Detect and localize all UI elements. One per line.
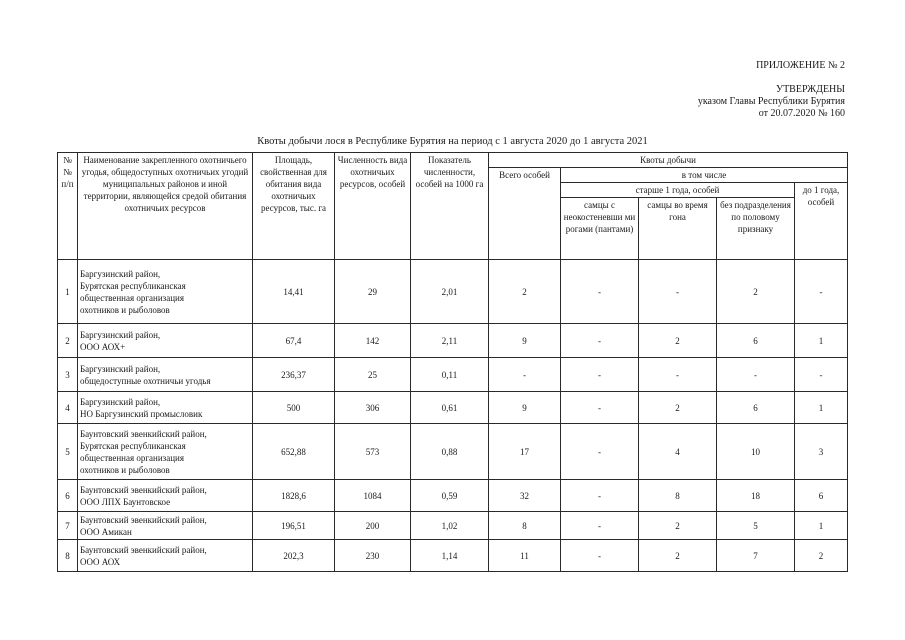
row-males-antlers: - <box>561 358 639 392</box>
row-name <box>78 324 253 358</box>
row-name-line: Баунтовский эвенкийский район, <box>80 428 207 439</box>
row-name <box>78 512 253 540</box>
row-males-rut: 2 <box>639 324 717 358</box>
approval-line-3: от 20.07.2020 № 160 <box>758 108 845 119</box>
approval-block <box>698 84 845 120</box>
row-name-line: Баргузинский район, <box>80 396 161 407</box>
row-total: 32 <box>489 480 561 512</box>
row-name-line: ООО Амикан <box>80 526 132 537</box>
row-area: 67,4 <box>253 324 335 358</box>
header-older: старше 1 года, особей <box>561 183 795 198</box>
table-row <box>58 358 848 392</box>
row-males-antlers: - <box>561 540 639 572</box>
header-males-antlers: самцы с неокостеневши ми рогами (пантами) <box>561 198 639 260</box>
row-name <box>78 358 253 392</box>
row-name-line: ООО АОХ+ <box>80 341 126 352</box>
row-num: 5 <box>58 424 78 480</box>
row-num: 2 <box>58 324 78 358</box>
row-name-line: охотников и рыболовов <box>80 464 170 475</box>
header-count: Численность вида охотничьих ресурсов, особей <box>335 153 411 260</box>
row-no-sex: 10 <box>717 424 795 480</box>
row-males-antlers: - <box>561 324 639 358</box>
approval-line-2: указом Главы Республики Бурятия <box>697 96 845 107</box>
header-under1: до 1 года, особей <box>795 183 848 260</box>
row-count: 1084 <box>335 480 411 512</box>
row-males-antlers: - <box>561 392 639 424</box>
header-total: Всего особей <box>489 168 561 260</box>
row-num: 8 <box>58 540 78 572</box>
header-area: Площадь, свойственная для обитания вида охотничьих ресурсов, тыс. га <box>253 153 335 260</box>
row-name-line: Бурятская республиканская <box>80 440 186 451</box>
row-name <box>78 480 253 512</box>
row-males-antlers: - <box>561 480 639 512</box>
table-row <box>58 540 848 572</box>
row-no-sex: 18 <box>717 480 795 512</box>
row-under1: 1 <box>795 324 848 358</box>
row-num: 3 <box>58 358 78 392</box>
row-count: 230 <box>335 540 411 572</box>
row-name <box>78 260 253 324</box>
row-count: 29 <box>335 260 411 324</box>
row-density: 2,11 <box>411 324 489 358</box>
row-males-antlers: - <box>561 260 639 324</box>
row-males-rut: 2 <box>639 540 717 572</box>
row-males-rut: 4 <box>639 424 717 480</box>
row-area: 1828,6 <box>253 480 335 512</box>
row-males-antlers: - <box>561 512 639 540</box>
row-total: - <box>489 358 561 392</box>
row-density: 0,61 <box>411 392 489 424</box>
row-name-line: Баргузинский район, <box>80 329 161 340</box>
row-area: 652,88 <box>253 424 335 480</box>
row-under1: 3 <box>795 424 848 480</box>
row-area: 202,3 <box>253 540 335 572</box>
table-row <box>58 424 848 480</box>
row-no-sex: 2 <box>717 260 795 324</box>
row-name-line: Баунтовский эвенкийский район, <box>80 484 207 495</box>
row-name-line: Баунтовский эвенкийский район, <box>80 544 207 555</box>
row-name <box>78 540 253 572</box>
row-count: 25 <box>335 358 411 392</box>
header-name: Наименование закрепленного охотничьего угодья, общедоступных охотничьих угодий муниципальных районов и иной территории, являющейся средой обитания охотничьих ресурсов <box>78 153 253 260</box>
table-row <box>58 480 848 512</box>
row-no-sex: 6 <box>717 392 795 424</box>
table-row <box>58 324 848 358</box>
row-count: 142 <box>335 324 411 358</box>
header-quotas: Квоты добычи <box>489 153 848 168</box>
row-name-line: НО Баргузинский промысловик <box>80 408 203 419</box>
row-under1: 6 <box>795 480 848 512</box>
header-density: Показатель численности, особей на 1000 га <box>411 153 489 260</box>
row-males-rut: - <box>639 260 717 324</box>
row-area: 500 <box>253 392 335 424</box>
row-count: 306 <box>335 392 411 424</box>
header-no-sex: без подразделения по половому признаку <box>717 198 795 260</box>
row-name-line: общественная организация <box>80 292 185 303</box>
row-under1: 1 <box>795 512 848 540</box>
row-area: 14,41 <box>253 260 335 324</box>
row-name-line: ООО ЛПХ Баунтовское <box>80 496 171 507</box>
row-name-line: охотников и рыболовов <box>80 304 170 315</box>
row-males-rut: 2 <box>639 512 717 540</box>
row-num: 7 <box>58 512 78 540</box>
row-total: 17 <box>489 424 561 480</box>
row-total: 9 <box>489 324 561 358</box>
row-total: 8 <box>489 512 561 540</box>
row-name-line: Баргузинский район, <box>80 363 161 374</box>
row-males-rut: 2 <box>639 392 717 424</box>
row-area: 236,37 <box>253 358 335 392</box>
row-no-sex: - <box>717 358 795 392</box>
row-males-rut: - <box>639 358 717 392</box>
row-name <box>78 392 253 424</box>
row-name <box>78 424 253 480</box>
row-count: 573 <box>335 424 411 480</box>
document-title: Квоты добычи лося в Республике Бурятия на период с 1 августа 2020 до 1 августа 2021 <box>257 136 648 147</box>
approval-line-1: УТВЕРЖДЕНЫ <box>775 84 845 95</box>
row-name-line: Баунтовский эвенкийский район, <box>80 514 207 525</box>
row-density: 1,02 <box>411 512 489 540</box>
row-num: 4 <box>58 392 78 424</box>
row-under1: 1 <box>795 392 848 424</box>
row-under1: - <box>795 358 848 392</box>
row-total: 9 <box>489 392 561 424</box>
row-density: 2,01 <box>411 260 489 324</box>
row-density: 0,59 <box>411 480 489 512</box>
row-density: 0,11 <box>411 358 489 392</box>
header-males-rut: самцы во время гона <box>639 198 717 260</box>
row-males-antlers: - <box>561 424 639 480</box>
quota-table <box>57 152 848 572</box>
table-row <box>58 392 848 424</box>
row-males-rut: 8 <box>639 480 717 512</box>
row-no-sex: 6 <box>717 324 795 358</box>
row-num: 1 <box>58 260 78 324</box>
row-name-line: Баргузинский район, <box>80 268 161 279</box>
row-name-line: общедоступные охотничьи угодья <box>80 375 211 386</box>
row-name-line: Бурятская республиканская <box>80 280 186 291</box>
table-row <box>58 512 848 540</box>
row-under1: - <box>795 260 848 324</box>
row-under1: 2 <box>795 540 848 572</box>
row-num: 6 <box>58 480 78 512</box>
row-total: 2 <box>489 260 561 324</box>
row-count: 200 <box>335 512 411 540</box>
row-density: 1,14 <box>411 540 489 572</box>
header-num: №№ п/п <box>58 153 78 260</box>
header-including: в том числе <box>561 168 848 183</box>
row-no-sex: 7 <box>717 540 795 572</box>
appendix-label: ПРИЛОЖЕНИЕ № 2 <box>756 60 845 71</box>
row-density: 0,88 <box>411 424 489 480</box>
row-name-line: ООО АОХ <box>80 556 121 567</box>
row-area: 196,51 <box>253 512 335 540</box>
row-name-line: общественная организация <box>80 452 185 463</box>
table-row <box>58 260 848 324</box>
row-total: 11 <box>489 540 561 572</box>
row-no-sex: 5 <box>717 512 795 540</box>
